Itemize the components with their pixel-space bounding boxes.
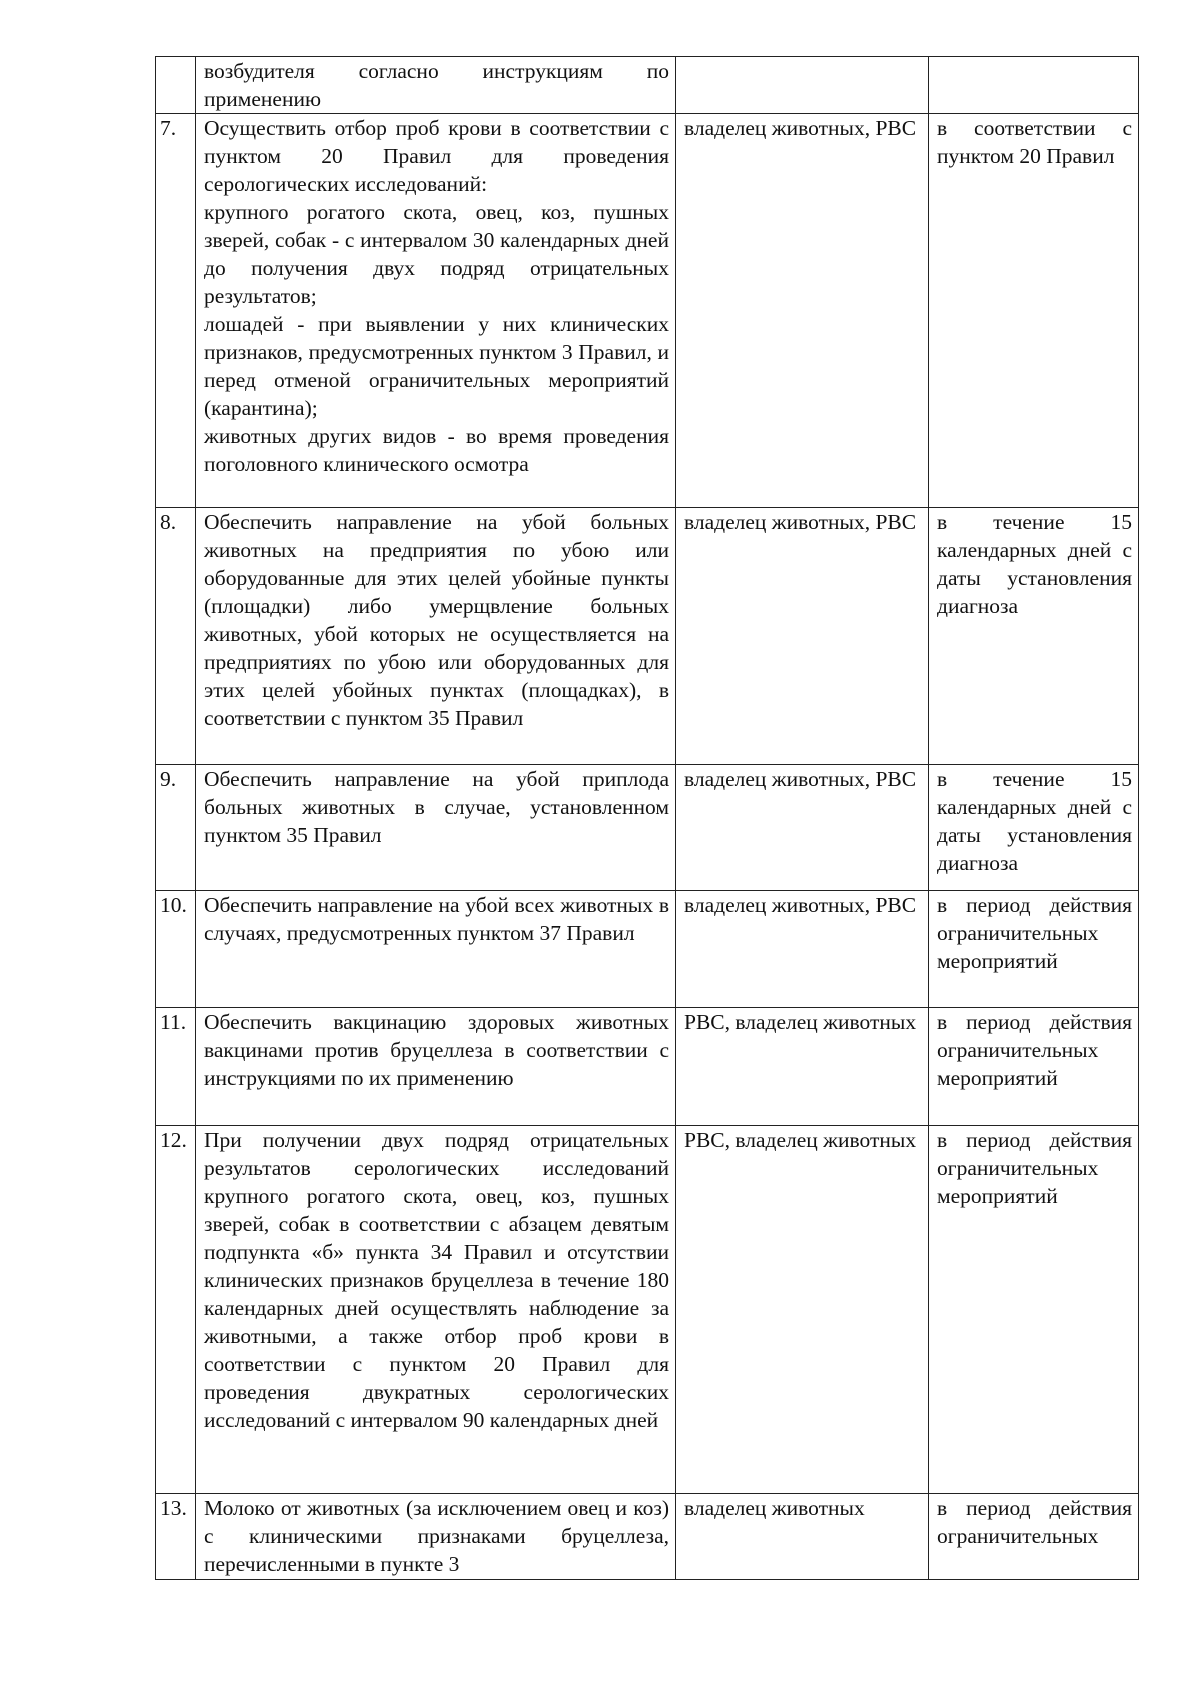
action-cell: [196, 1008, 676, 1126]
row-number: 7.: [156, 114, 196, 508]
action-text: возбудителя согласно инструкциям по применению: [204, 59, 669, 111]
action-text: Обеспечить вакцинацию здоровых животных вакцинами против бруцеллеза в соответствии с инструкциями по их применению: [204, 1010, 669, 1090]
table-row: [156, 1008, 1139, 1126]
table-row: [156, 1126, 1139, 1494]
row-number: 10.: [156, 891, 196, 1008]
executor-cell: [676, 57, 929, 114]
action-cell: [196, 1126, 676, 1494]
action-text: Обеспечить направление на убой больных животных на предприятия по убою или оборудованные для этих целей убойные пункты (площадки) либо умерщвление больных животных, убой которых не осуществляется на предприятиях по убою или оборудованных для этих целей убойных пунктах (площадках), в соответствии с пунктом 35 Правил: [204, 510, 669, 730]
executor-cell: владелец животных, РВС: [676, 765, 929, 891]
table-row: [156, 765, 1139, 891]
term-cell: в течение 15 календарных дней с даты установления диагноза: [929, 765, 1139, 891]
action-text: животных других видов - во время проведения поголовного клинического осмотра: [204, 424, 669, 476]
executor-cell: РВС, владелец животных: [676, 1008, 929, 1126]
measures-table: [155, 56, 1139, 1580]
row-number: 12.: [156, 1126, 196, 1494]
action-cell: [196, 765, 676, 891]
term-cell: в течение 15 календарных дней с даты установления диагноза: [929, 508, 1139, 765]
row-number: 8.: [156, 508, 196, 765]
table-row: [156, 891, 1139, 1008]
table-row: [156, 508, 1139, 765]
table-row: [156, 57, 1139, 114]
action-text: Обеспечить направление на убой приплода больных животных в случае, установленном пунктом 35 Правил: [204, 767, 669, 847]
executor-cell: владелец животных, РВС: [676, 891, 929, 1008]
row-number: [156, 57, 196, 114]
term-cell: [929, 57, 1139, 114]
action-cell: [196, 114, 676, 508]
action-cell: [196, 508, 676, 765]
action-text: крупного рогатого скота, овец, коз, пушных зверей, собак - с интервалом 30 календарных дней до получения двух подряд отрицательных результатов;: [204, 200, 669, 308]
action-text: Молоко от животных (за исключением овец и коз) с клиническими признаками бруцеллеза, перечисленными в пункте 3: [204, 1496, 669, 1576]
term-cell: в период действия ограничительных мероприятий: [929, 1126, 1139, 1494]
executor-cell: владелец животных, РВС: [676, 508, 929, 765]
action-text: Осуществить отбор проб крови в соответствии с пунктом 20 Правил для проведения серологических исследований:: [204, 116, 669, 196]
action-text: Обеспечить направление на убой всех животных в случаях, предусмотренных пунктом 37 Правил: [204, 893, 669, 945]
action-cell: [196, 57, 676, 114]
row-number: 11.: [156, 1008, 196, 1126]
action-cell: [196, 891, 676, 1008]
action-cell: [196, 1494, 676, 1580]
row-number: 9.: [156, 765, 196, 891]
term-cell: в период действия ограничительных мероприятий: [929, 891, 1139, 1008]
row-number: 13.: [156, 1494, 196, 1580]
action-text: лошадей - при выявлении у них клинических признаков, предусмотренных пунктом 3 Правил, и перед отменой ограничительных мероприятий (карантина);: [204, 312, 669, 420]
table-row: [156, 1494, 1139, 1580]
table-row: [156, 114, 1139, 508]
term-cell: в соответствии с пунктом 20 Правил: [929, 114, 1139, 508]
action-text: При получении двух подряд отрицательных результатов серологических исследований крупного рогатого скота, овец, коз, пушных зверей, собак в соответствии с абзацем девятым подпункта «б» пункта 34 Правил и отсутствии клинических признаков бруцеллеза в течение 180 календарных дней осуществлять наблюдение за животными, а также отбор проб крови в соответствии с пунктом 20 Правил для проведения двукратных серологических исследований с интервалом 90 календарных дней: [204, 1128, 669, 1432]
executor-cell: РВС, владелец животных: [676, 1126, 929, 1494]
executor-cell: владелец животных: [676, 1494, 929, 1580]
executor-cell: владелец животных, РВС: [676, 114, 929, 508]
term-cell: в период действия ограничительных мероприятий: [929, 1008, 1139, 1126]
term-cell: в период действия ограничительных: [929, 1494, 1139, 1580]
